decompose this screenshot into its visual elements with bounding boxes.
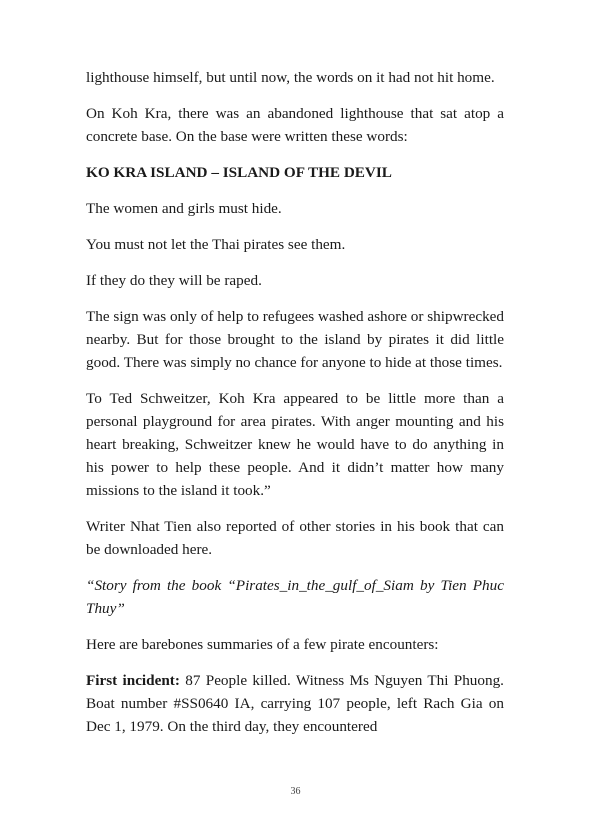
paragraph-lighthouse: lighthouse himself, but until now, the words on it had not hit home. — [86, 69, 495, 86]
page-number: 36 — [290, 786, 301, 797]
document-page — [86, 66, 504, 751]
sign-line-3: If they do they will be raped. — [86, 272, 262, 289]
paragraph-first-incident — [86, 669, 504, 738]
paragraph-sign-help: The sign was only of help to refugees washed ashore or shipwrecked nearby. But for those brought to the island by pirates it did little good. There was simply no chance for anyone to hide at those times. — [86, 308, 504, 371]
paragraph-schweitzer: To Ted Schweitzer, Koh Kra appeared to be little more than a personal playground for area pirates. With anger mounting and his heart breaking, Schweitzer knew he would have to do anything in his power to help these people. And it didn’t matter how many missions to the island it took.” — [86, 390, 504, 499]
incident-text: 87 People killed. Witness Ms Nguyen Thi Phuong. Boat number #SS0640 IA, carrying 107 people, left Rach Gia on Dec 1, 1979. On the third day, they encountered — [86, 672, 504, 735]
incident-label: First incident: — [86, 672, 180, 689]
sign-heading: KO KRA ISLAND – ISLAND OF THE DEVIL — [86, 164, 392, 181]
sign-line-1: The women and girls must hide. — [86, 200, 282, 217]
paragraph-summaries-intro: Here are barebones summaries of a few pirate encounters: — [86, 636, 439, 653]
paragraph-koh-kra: On Koh Kra, there was an abandoned lighthouse that sat atop a concrete base. On the base were written these words: — [86, 105, 504, 145]
sign-line-2: You must not let the Thai pirates see them. — [86, 236, 346, 253]
paragraph-nhat-tien: Writer Nhat Tien also reported of other stories in his book that can be downloaded here. — [86, 518, 504, 558]
book-citation: “Story from the book “Pirates_in_the_gulf_of_Siam by Tien Phuc Thuy” — [86, 577, 504, 617]
